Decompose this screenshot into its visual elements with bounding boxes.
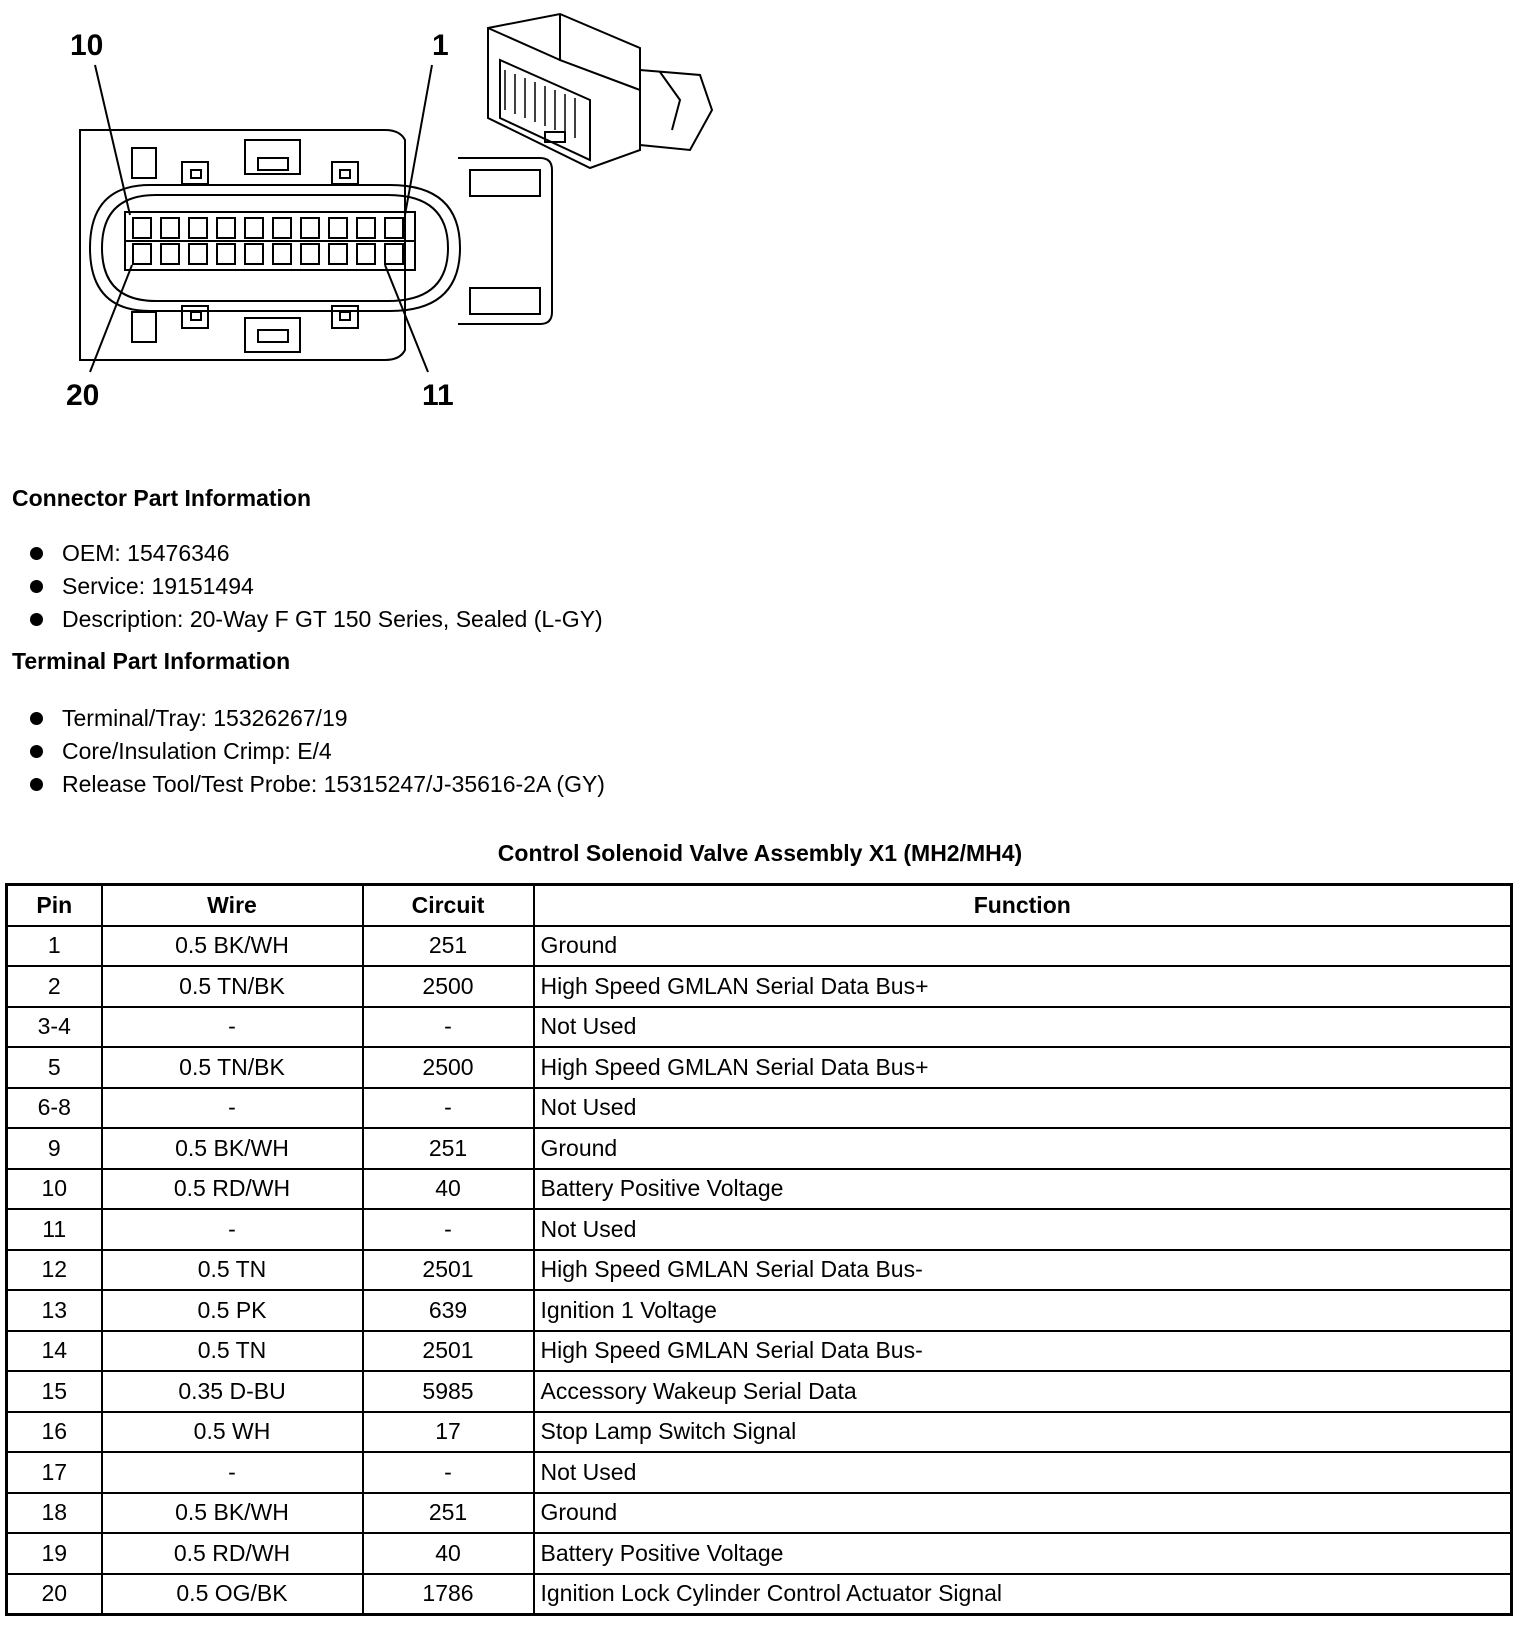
table-row: [7, 1088, 1512, 1129]
terminal-info-list: [30, 702, 605, 801]
cell-function: Battery Positive Voltage: [534, 1169, 1512, 1210]
cell-circuit: -: [363, 1088, 534, 1129]
cell-wire: 0.5 TN/BK: [102, 1047, 363, 1088]
cell-wire: 0.5 TN/BK: [102, 966, 363, 1007]
cell-circuit: -: [363, 1452, 534, 1493]
cell-circuit: 639: [363, 1290, 534, 1331]
table-row: [7, 1493, 1512, 1534]
table-row: [7, 1533, 1512, 1574]
header-pin: Pin: [7, 885, 102, 926]
cell-pin: 16: [7, 1412, 102, 1453]
pin-label-11: 11: [422, 379, 454, 412]
cell-circuit: -: [363, 1209, 534, 1250]
cell-circuit: 251: [363, 1128, 534, 1169]
terminal-info-heading: Terminal Part Information: [12, 648, 291, 674]
cell-pin: 13: [7, 1290, 102, 1331]
cell-function: Not Used: [534, 1209, 1512, 1250]
table-row: [7, 1371, 1512, 1412]
table-row: [7, 1169, 1512, 1210]
cell-wire: -: [102, 1088, 363, 1129]
pinout-table: [5, 883, 1513, 1616]
table-row: [7, 1209, 1512, 1250]
bullet-icon: [30, 712, 43, 725]
cell-function: High Speed GMLAN Serial Data Bus-: [534, 1331, 1512, 1372]
cell-wire: 0.5 BK/WH: [102, 926, 363, 967]
header-circuit: Circuit: [363, 885, 534, 926]
cell-wire: 0.5 TN: [102, 1250, 363, 1291]
table-row: [7, 1412, 1512, 1453]
cell-function: Ignition Lock Cylinder Control Actuator Signal: [534, 1574, 1512, 1615]
table-row: [7, 1128, 1512, 1169]
list-item: Release Tool/Test Probe: 15315247/J-35616-2A (GY): [30, 768, 605, 801]
cell-pin: 20: [7, 1574, 102, 1615]
cell-circuit: 1786: [363, 1574, 534, 1615]
header-wire: Wire: [102, 885, 363, 926]
cell-function: Battery Positive Voltage: [534, 1533, 1512, 1574]
bullet-icon: [30, 547, 43, 560]
cell-pin: 15: [7, 1371, 102, 1412]
header-function: Function: [534, 885, 1512, 926]
cell-circuit: 251: [363, 926, 534, 967]
cell-circuit: 17: [363, 1412, 534, 1453]
cell-function: High Speed GMLAN Serial Data Bus+: [534, 1047, 1512, 1088]
connector-info-heading: Connector Part Information: [12, 485, 312, 511]
cell-pin: 11: [7, 1209, 102, 1250]
cell-function: Ignition 1 Voltage: [534, 1290, 1512, 1331]
cell-pin: 10: [7, 1169, 102, 1210]
cell-circuit: 40: [363, 1169, 534, 1210]
connector-info-list: [30, 537, 603, 636]
cell-circuit: -: [363, 1007, 534, 1048]
table-row: [7, 1574, 1512, 1615]
table-row: [7, 1047, 1512, 1088]
table-header-row: [7, 885, 1512, 926]
list-item: OEM: 15476346: [30, 537, 603, 570]
cell-wire: 0.5 OG/BK: [102, 1574, 363, 1615]
cell-function: High Speed GMLAN Serial Data Bus-: [534, 1250, 1512, 1291]
cell-circuit: 2501: [363, 1331, 534, 1372]
table-row: [7, 1331, 1512, 1372]
cell-pin: 18: [7, 1493, 102, 1534]
cell-pin: 19: [7, 1533, 102, 1574]
cell-wire: -: [102, 1452, 363, 1493]
cell-pin: 2: [7, 966, 102, 1007]
bullet-icon: [30, 580, 43, 593]
table-row: [7, 966, 1512, 1007]
cell-pin: 3-4: [7, 1007, 102, 1048]
cell-wire: 0.5 BK/WH: [102, 1128, 363, 1169]
cell-wire: 0.5 TN: [102, 1331, 363, 1372]
cell-function: High Speed GMLAN Serial Data Bus+: [534, 966, 1512, 1007]
cell-wire: 0.5 BK/WH: [102, 1493, 363, 1534]
cell-circuit: 5985: [363, 1371, 534, 1412]
table-row: [7, 1250, 1512, 1291]
cell-function: Ground: [534, 1493, 1512, 1534]
table-row: [7, 1290, 1512, 1331]
pin-label-20: 20: [66, 379, 100, 412]
cell-function: Ground: [534, 926, 1512, 967]
cell-function: Not Used: [534, 1452, 1512, 1493]
bullet-icon: [30, 778, 43, 791]
table-row: [7, 1452, 1512, 1493]
bullet-icon: [30, 745, 43, 758]
bullet-icon: [30, 613, 43, 626]
pin-label-10: 10: [70, 29, 104, 62]
cell-wire: 0.5 PK: [102, 1290, 363, 1331]
cell-pin: 6-8: [7, 1088, 102, 1129]
cell-circuit: 251: [363, 1493, 534, 1534]
cell-wire: -: [102, 1209, 363, 1250]
cell-function: Ground: [534, 1128, 1512, 1169]
list-item: Core/Insulation Crimp: E/4: [30, 735, 605, 768]
cell-pin: 14: [7, 1331, 102, 1372]
cell-pin: 9: [7, 1128, 102, 1169]
cell-circuit: 40: [363, 1533, 534, 1574]
cell-function: Not Used: [534, 1088, 1512, 1129]
cell-pin: 17: [7, 1452, 102, 1493]
cell-circuit: 2501: [363, 1250, 534, 1291]
pin-label-1: 1: [432, 29, 449, 62]
list-item: Description: 20-Way F GT 150 Series, Sealed (L-GY): [30, 603, 603, 636]
cell-wire: 0.35 D-BU: [102, 1371, 363, 1412]
cell-wire: 0.5 RD/WH: [102, 1533, 363, 1574]
list-item: Service: 19151494: [30, 570, 603, 603]
table-row: [7, 926, 1512, 967]
cell-pin: 1: [7, 926, 102, 967]
cell-function: Accessory Wakeup Serial Data: [534, 1371, 1512, 1412]
table-row: [7, 1007, 1512, 1048]
table-body: [7, 926, 1512, 1615]
cell-pin: 5: [7, 1047, 102, 1088]
cell-wire: -: [102, 1007, 363, 1048]
connector-diagram: [0, 0, 760, 420]
cell-pin: 12: [7, 1250, 102, 1291]
cell-function: Not Used: [534, 1007, 1512, 1048]
cell-circuit: 2500: [363, 966, 534, 1007]
table-title: Control Solenoid Valve Assembly X1 (MH2/MH4): [497, 840, 1023, 866]
cell-function: Stop Lamp Switch Signal: [534, 1412, 1512, 1453]
cell-wire: 0.5 RD/WH: [102, 1169, 363, 1210]
cell-circuit: 2500: [363, 1047, 534, 1088]
cell-wire: 0.5 WH: [102, 1412, 363, 1453]
list-item: Terminal/Tray: 15326267/19: [30, 702, 605, 735]
